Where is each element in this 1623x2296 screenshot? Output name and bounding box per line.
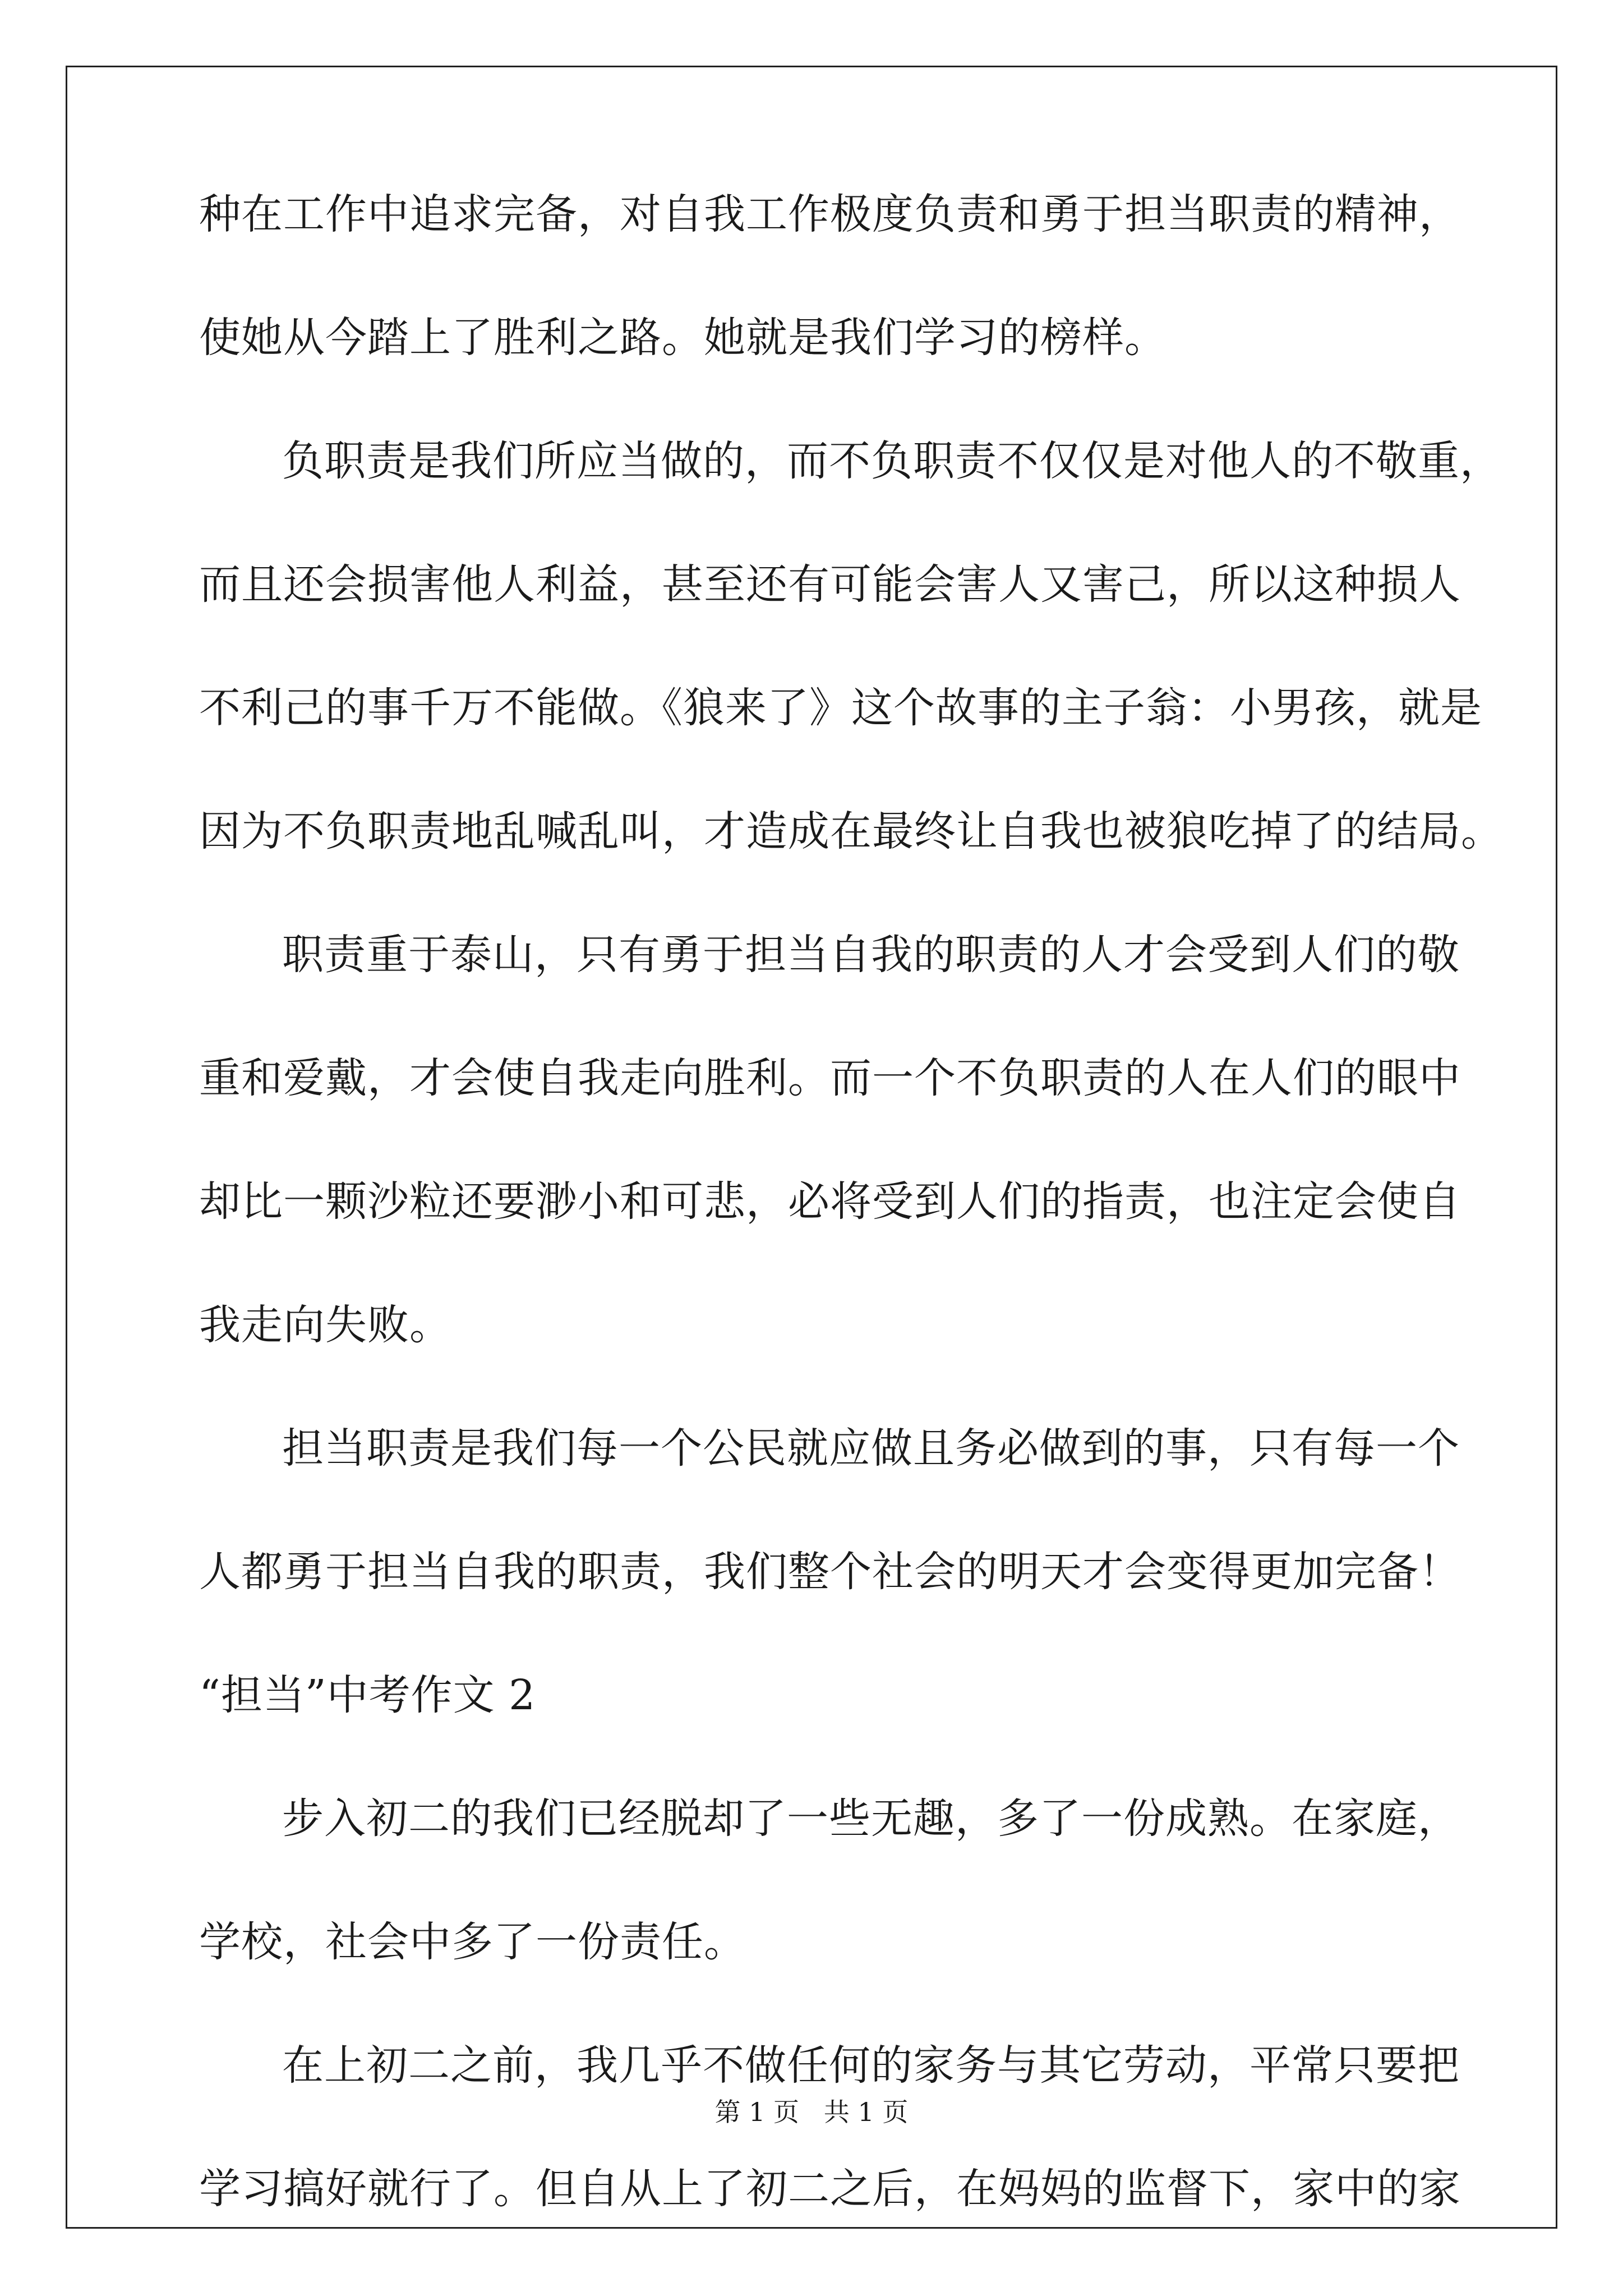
document-body bbox=[199, 190, 1503, 2292]
page-footer: 第 1 页 共 1 页 bbox=[714, 2097, 909, 2127]
text-line: 职责重于泰山，只有勇于担当自我的职责的人才会受到人们的敬 bbox=[282, 931, 1460, 979]
text-line: 人都勇于担当自我的职责，我们整个社会的明天才会变得更加完备！ bbox=[199, 1548, 1461, 1596]
section-heading: “担当”中考作文 2 bbox=[199, 1671, 536, 1719]
text-line: 负职责是我们所应当做的，而不负职责不仅仅是对他人的不敬重， bbox=[282, 437, 1502, 485]
text-line: 不利己的事千万不能做。《狼来了》这个故事的主子翁：小男孩，就是 bbox=[199, 684, 1482, 732]
text-line: 担当职责是我们每一个公民就应做且务必做到的事，只有每一个 bbox=[282, 1424, 1460, 1473]
text-line: 却比一颗沙粒还要渺小和可悲，必将受到人们的指责，也注定会使自 bbox=[199, 1177, 1461, 1226]
text-line: 学习搞好就行了。但自从上了初二之后，在妈妈的监督下，家中的家 bbox=[199, 2165, 1461, 2213]
text-line: 步入初二的我们已经脱却了一些无趣，多了一份成熟。在家庭， bbox=[282, 1795, 1460, 1843]
text-line: 重和爱戴，才会使自我走向胜利。而一个不负职责的人在人们的眼中 bbox=[199, 1054, 1461, 1102]
text-line: 因为不负职责地乱喊乱叫，才造成在最终让自我也被狼吃掉了的结局。 bbox=[199, 807, 1503, 855]
text-line: 在上初二之前，我几乎不做任何的家务与其它劳动，平常只要把 bbox=[282, 2041, 1460, 2090]
text-line: 我走向失败。 bbox=[199, 1301, 451, 1349]
text-line: 种在工作中追求完备，对自我工作极度负责和勇于担当职责的精神， bbox=[199, 190, 1461, 238]
text-line: 使她从今踏上了胜利之路。她就是我们学习的榜样。 bbox=[199, 314, 1166, 362]
text-line: 而且还会损害他人利益，甚至还有可能会害人又害己，所以这种损人 bbox=[199, 560, 1461, 609]
text-line: 学校，社会中多了一份责任。 bbox=[199, 1918, 746, 1966]
